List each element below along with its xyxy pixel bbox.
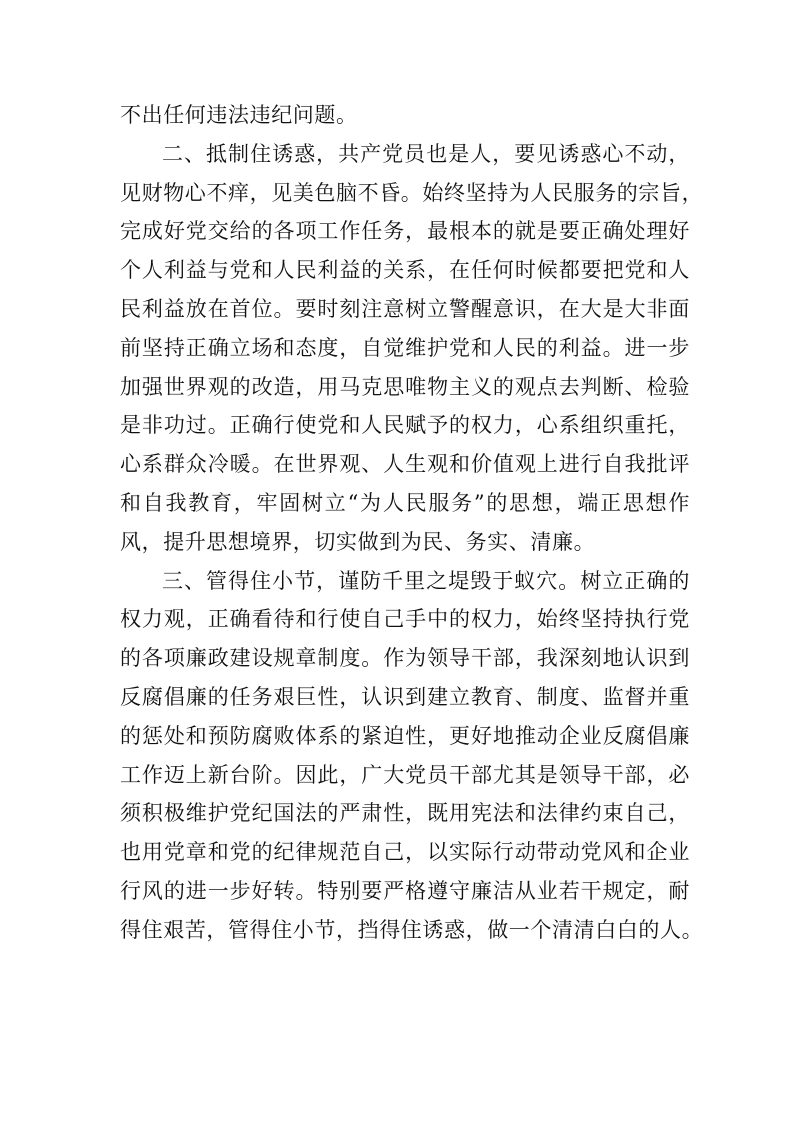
paragraph-3-first-line: 三、管得住小节，谨防千里之堤毁于蚁穴。树立正确的 bbox=[162, 568, 690, 593]
body-text bbox=[120, 96, 704, 950]
text-line: 也用党章和党的纪律规范自己，以实际行动带动党风和企业 bbox=[120, 840, 690, 865]
text-line: 和自我教育，牢固树立“为人民服务”的思想，端正思想作 bbox=[120, 490, 690, 515]
text-line: 个人利益与党和人民利益的关系，在任何时候都要把党和人 bbox=[120, 258, 690, 283]
text-line: 加强世界观的改造，用马克思唯物主义的观点去判断、检验 bbox=[120, 374, 690, 399]
text-line: 不出任何违法违纪问题。 bbox=[120, 103, 358, 127]
text-line: 行风的进一步好转。特别要严格遵守廉洁从业若干规定，耐 bbox=[120, 878, 690, 903]
text-line: 权力观，正确看待和行使自己手中的权力，始终坚持执行党 bbox=[120, 607, 690, 632]
text-line: 民利益放在首位。要时刻注意树立警醒意识，在大是大非面 bbox=[120, 296, 690, 321]
text-line: 心系群众冷暖。在世界观、人生观和价值观上进行自我批评 bbox=[120, 452, 690, 477]
text-line: 工作迈上新台阶。因此，广大党员干部尤其是领导干部，必 bbox=[120, 762, 690, 787]
paragraph-2-first-line: 二、抵制住诱惑，共产党员也是人，要见诱惑心不动， bbox=[162, 141, 690, 166]
text-line: 前坚持正确立场和态度，自觉维护党和人民的利益。进一步 bbox=[120, 335, 690, 360]
text-line: 反腐倡廉的任务艰巨性，认识到建立教育、制度、监督并重 bbox=[120, 684, 690, 709]
text-line: 完成好党交给的各项工作任务，最根本的就是要正确处理好 bbox=[120, 219, 690, 244]
text-line: 须积极维护党纪国法的严肃性，既用宪法和法律约束自己， bbox=[120, 801, 690, 826]
text-line: 得住艰苦，管得住小节，挡得住诱惑，做一个清清白白的人。 bbox=[120, 917, 704, 942]
text-line: 风，提升思想境界，切实做到为民、务实、清廉。 bbox=[120, 529, 596, 554]
text-line: 的各项廉政建设规章制度。作为领导干部，我深刻地认识到 bbox=[120, 646, 690, 671]
text-line: 的惩处和预防腐败体系的紧迫性，更好地推动企业反腐倡廉 bbox=[120, 723, 690, 748]
text-line: 见财物心不痒，见美色脑不昏。始终坚持为人民服务的宗旨， bbox=[120, 180, 704, 205]
text-line: 是非功过。正确行使党和人民赋予的权力，心系组织重托， bbox=[120, 413, 690, 438]
